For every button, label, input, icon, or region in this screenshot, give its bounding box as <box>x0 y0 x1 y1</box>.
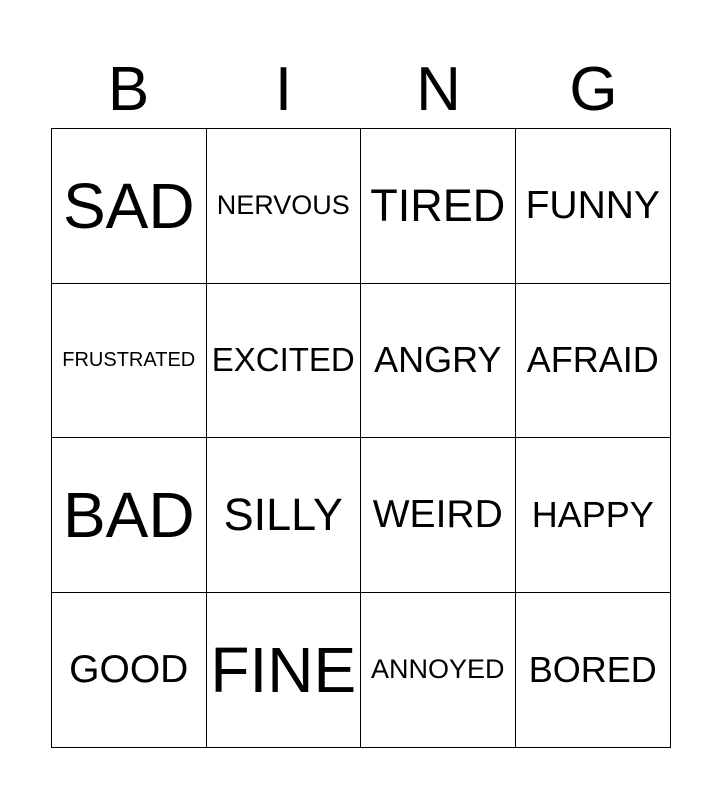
bingo-cell-sad[interactable]: SAD <box>52 129 207 284</box>
header-letter-b: B <box>107 55 150 124</box>
bingo-board <box>51 128 671 748</box>
bingo-cell-fine[interactable]: FINE <box>207 593 362 748</box>
bingo-cell-frustrated[interactable]: FRUSTRATED <box>52 284 207 439</box>
bingo-cell-tired[interactable]: TIRED <box>361 129 516 284</box>
bingo-cell-nervous[interactable]: NERVOUS <box>207 129 362 284</box>
header-letter-g: G <box>569 55 618 124</box>
bingo-cell-good[interactable]: GOOD <box>52 593 207 748</box>
bingo-cell-happy[interactable]: HAPPY <box>516 438 671 593</box>
bingo-cell-weird[interactable]: WEIRD <box>361 438 516 593</box>
bingo-cell-bad[interactable]: BAD <box>52 438 207 593</box>
bingo-cell-funny[interactable]: FUNNY <box>516 129 671 284</box>
bingo-cell-silly[interactable]: SILLY <box>207 438 362 593</box>
bingo-cell-annoyed[interactable]: ANNOYED <box>361 593 516 748</box>
bingo-cell-excited[interactable]: EXCITED <box>207 284 362 439</box>
header-letter-i: I <box>274 55 293 124</box>
bingo-header <box>51 52 671 128</box>
header-letter-n: N <box>416 55 461 124</box>
bingo-cell-angry[interactable]: ANGRY <box>361 284 516 439</box>
bingo-cell-bored[interactable]: BORED <box>528 648 657 690</box>
bingo-cell-afraid[interactable]: AFRAID <box>516 284 671 439</box>
